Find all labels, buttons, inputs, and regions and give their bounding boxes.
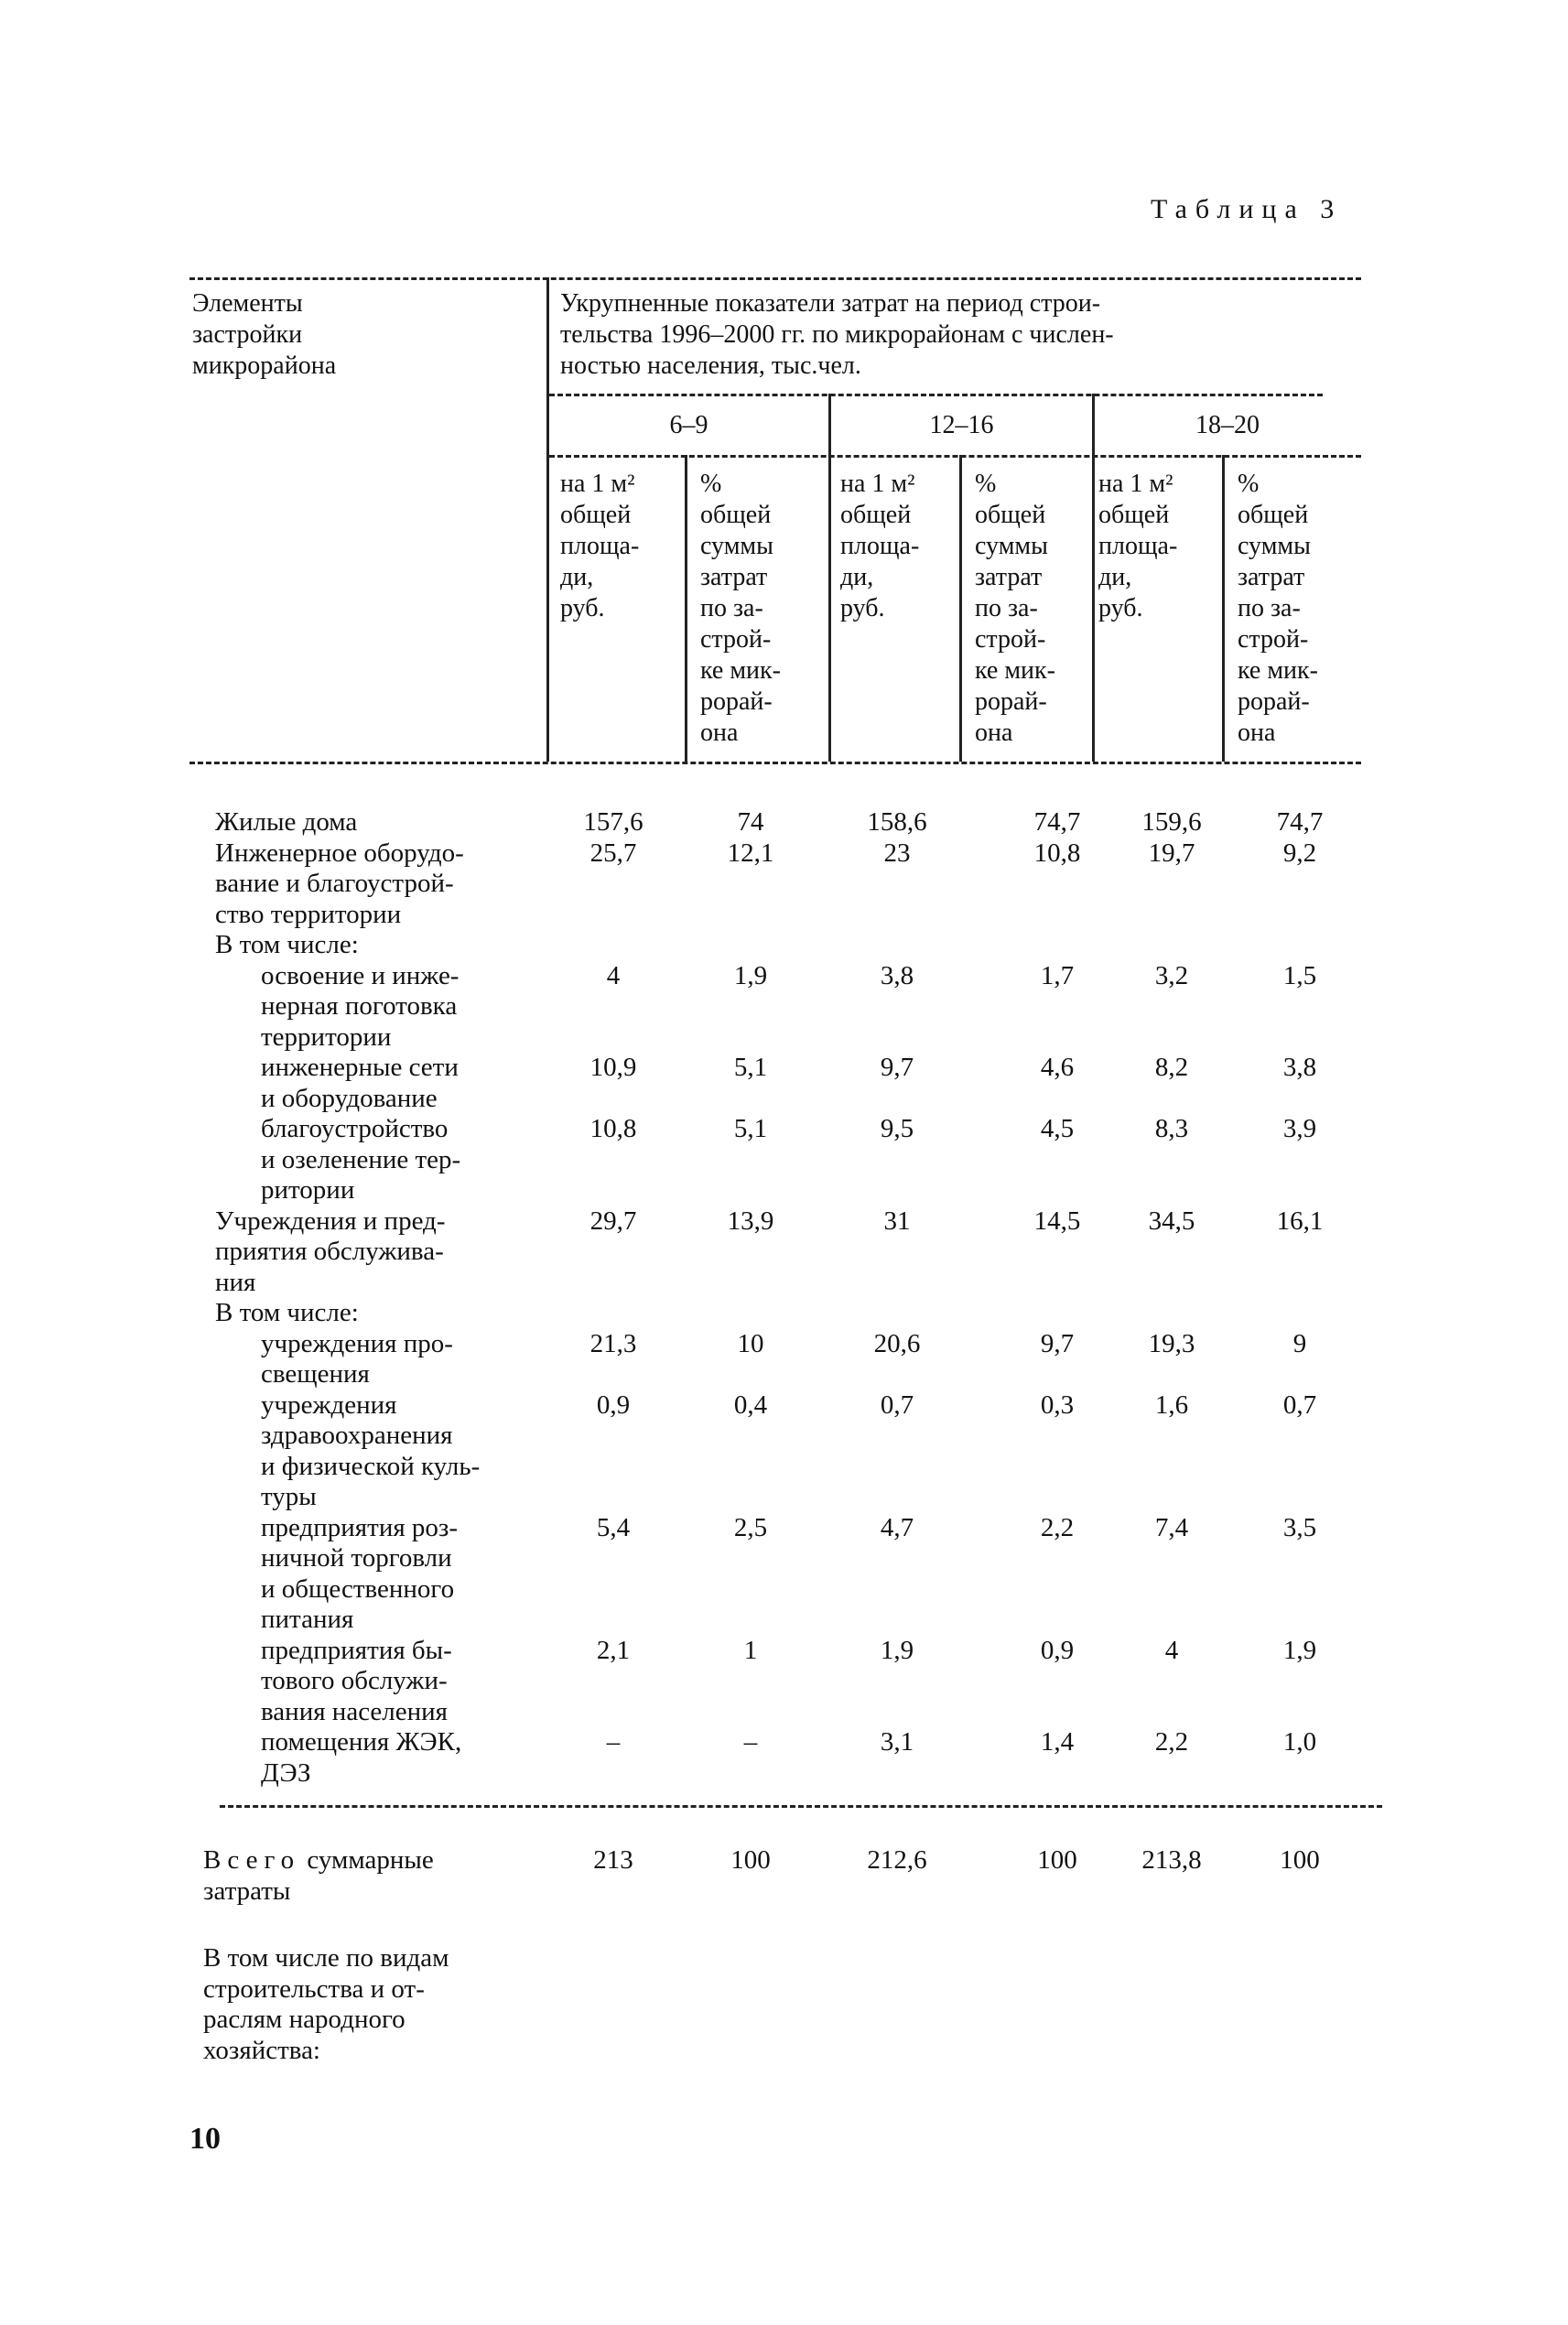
table-cell: 2,5 bbox=[733, 1512, 768, 1542]
table-cell: – bbox=[606, 1727, 621, 1757]
range-header-1: 6–9 bbox=[669, 411, 708, 439]
row-label: учреждения здравоохранения и физической куль- туры bbox=[261, 1390, 481, 1511]
table-cell: 4,6 bbox=[1040, 1053, 1075, 1082]
table-cell: 10 bbox=[737, 1328, 764, 1358]
range-header-2: 12–16 bbox=[929, 411, 994, 439]
table-cell: 13,9 bbox=[727, 1206, 774, 1236]
table-cell: 1,6 bbox=[1154, 1390, 1189, 1420]
table-cell: 1,7 bbox=[1040, 960, 1075, 990]
table-cell: 20,6 bbox=[873, 1328, 921, 1358]
sub-header-percent: % общей суммы затрат по за- строй- ке мик- рорай- она bbox=[700, 470, 781, 747]
table-cell: 2,2 bbox=[1040, 1512, 1075, 1542]
table-cell: 74,7 bbox=[1033, 807, 1081, 837]
table-cell: 2,1 bbox=[596, 1635, 631, 1665]
sub-header-percent: % общей суммы затрат по за- строй- ке мик- рорай- она bbox=[975, 470, 1055, 747]
table-cell: 29,7 bbox=[589, 1206, 637, 1236]
table-cell: 19,7 bbox=[1148, 838, 1195, 868]
table-cell: 0,7 bbox=[880, 1390, 914, 1420]
table-cell: 3,1 bbox=[880, 1727, 914, 1757]
total-label bbox=[203, 1845, 434, 1907]
table-cell: 5,4 bbox=[596, 1512, 631, 1542]
table-cell: 21,3 bbox=[589, 1328, 637, 1358]
table-cell: 3,9 bbox=[1282, 1114, 1317, 1143]
table-cell: 1,4 bbox=[1040, 1727, 1075, 1757]
table-cell: 1,9 bbox=[880, 1635, 914, 1665]
ranges-rule bbox=[549, 394, 1323, 396]
range-divider-1 bbox=[828, 394, 831, 762]
table-cell: 1,0 bbox=[1282, 1727, 1317, 1757]
elements-column-header: Элементы застройки микрорайона bbox=[192, 289, 337, 380]
total-cell: 213,8 bbox=[1141, 1845, 1202, 1875]
sub-header-per-m2: на 1 м² общей площа- ди, руб. bbox=[1098, 470, 1178, 622]
header-bottom-rule bbox=[189, 762, 1361, 764]
table-cell: 8,3 bbox=[1154, 1114, 1189, 1143]
total-cell: 213 bbox=[593, 1845, 633, 1875]
sub-header-per-m2: на 1 м² общей площа- ди, руб. bbox=[840, 470, 920, 622]
table-cell: 4,5 bbox=[1040, 1114, 1075, 1143]
row-label: В том числе: bbox=[215, 930, 359, 959]
table-cell: 10,9 bbox=[589, 1053, 637, 1082]
table-cell: 4,7 bbox=[880, 1512, 914, 1542]
total-cell: 100 bbox=[1280, 1845, 1320, 1875]
elements-col-divider bbox=[546, 277, 549, 762]
sub-header-per-m2: на 1 м² общей площа- ди, руб. bbox=[560, 470, 640, 622]
table-cell: 10,8 bbox=[589, 1114, 637, 1143]
range-header-3: 18–20 bbox=[1195, 411, 1260, 439]
table-cell: 9,7 bbox=[1040, 1328, 1075, 1358]
row-label: учреждения про- свещения bbox=[261, 1328, 453, 1389]
table-cell: 159,6 bbox=[1141, 807, 1202, 837]
sub-divider-1 bbox=[685, 455, 687, 762]
table-cell: 3,8 bbox=[1282, 1053, 1317, 1082]
table-cell: 0,9 bbox=[1040, 1635, 1075, 1665]
table-cell: 4 bbox=[1164, 1635, 1179, 1665]
row-label: инженерные сети и оборудование bbox=[261, 1053, 459, 1113]
table-caption: Таблица 3 bbox=[1151, 194, 1343, 224]
row-label: Жилые дома bbox=[215, 807, 358, 837]
table-cell: 74,7 bbox=[1276, 807, 1324, 837]
table-cell: 34,5 bbox=[1148, 1206, 1195, 1236]
table-cell: 14,5 bbox=[1033, 1206, 1081, 1236]
row-label: предприятия роз- ничной торговли и общественного питания bbox=[261, 1512, 459, 1634]
row-label: предприятия бы- тового обслужи- вания населения bbox=[261, 1635, 452, 1726]
row-label: благоустройство и озеленение тер- ритории bbox=[261, 1114, 461, 1205]
table-cell: 0,9 bbox=[596, 1390, 631, 1420]
row-label: освоение и инже- нерная поготовка территории bbox=[261, 960, 460, 1052]
range-divider-2 bbox=[1092, 394, 1095, 762]
table-cell: 16,1 bbox=[1276, 1206, 1324, 1236]
row-label: Инженерное оборудо- вание и благоустрой- ство территории bbox=[215, 838, 464, 929]
table-cell: 31 bbox=[883, 1206, 911, 1236]
sub-divider-2 bbox=[959, 455, 962, 762]
table-cell: 1 bbox=[743, 1635, 758, 1665]
total-cell: 100 bbox=[730, 1845, 771, 1875]
table-cell: 5,1 bbox=[733, 1114, 768, 1143]
table-cell: 1,9 bbox=[1282, 1635, 1317, 1665]
footer-note: В том числе по видам строительства и от- раслям народного хозяйства: bbox=[203, 1943, 449, 2065]
table-cell: 74 bbox=[737, 807, 764, 837]
total-cell: 212,6 bbox=[867, 1845, 927, 1875]
table-cell: 7,4 bbox=[1154, 1512, 1189, 1542]
table-cell: 3,2 bbox=[1154, 960, 1189, 990]
subheader-rule bbox=[549, 455, 1361, 458]
row-label: Учреждения и пред- приятия обслужива- ния bbox=[215, 1206, 446, 1297]
table-cell: 25,7 bbox=[589, 838, 637, 868]
table-cell: 157,6 bbox=[583, 807, 643, 837]
table-cell: – bbox=[743, 1727, 758, 1757]
table-cell: 0,7 bbox=[1282, 1390, 1317, 1420]
table-cell: 1,5 bbox=[1282, 960, 1317, 990]
table-cell: 5,1 bbox=[733, 1053, 768, 1082]
header-top-rule bbox=[189, 277, 1361, 280]
table-cell: 0,3 bbox=[1040, 1390, 1075, 1420]
group-header: Укрупненные показатели затрат на период строи- тельства 1996–2000 гг. по микрорайонам с числен- ностью населения, тыс.чел. bbox=[560, 289, 1114, 380]
table-cell: 8,2 bbox=[1154, 1053, 1189, 1082]
table-cell: 9,5 bbox=[880, 1114, 914, 1143]
row-label: В том числе: bbox=[215, 1298, 359, 1327]
table-cell: 3,5 bbox=[1282, 1512, 1317, 1542]
body-bottom-rule bbox=[220, 1805, 1382, 1808]
table-cell: 9,7 bbox=[880, 1053, 914, 1082]
table-cell: 9 bbox=[1292, 1328, 1307, 1358]
table-cell: 9,2 bbox=[1282, 838, 1317, 868]
page-number: 10 bbox=[189, 2122, 221, 2156]
table-cell: 1,9 bbox=[733, 960, 768, 990]
total-cell: 100 bbox=[1037, 1845, 1077, 1875]
table-cell: 158,6 bbox=[867, 807, 927, 837]
total-label-word: Всего bbox=[203, 1845, 301, 1875]
total-label-rest: суммарные затраты bbox=[203, 1845, 434, 1906]
table-cell: 23 bbox=[883, 838, 911, 868]
table-cell: 19,3 bbox=[1148, 1328, 1195, 1358]
table-cell: 4 bbox=[606, 960, 621, 990]
table-cell: 3,8 bbox=[880, 960, 914, 990]
sub-header-percent: % общей суммы затрат по за- строй- ке мик- рорай- она bbox=[1238, 470, 1318, 747]
table-cell: 10,8 bbox=[1033, 838, 1081, 868]
table-cell: 0,4 bbox=[733, 1390, 768, 1420]
table-cell: 12,1 bbox=[727, 838, 774, 868]
row-label: помещения ЖЭК, ДЭЗ bbox=[261, 1727, 462, 1788]
sub-divider-3 bbox=[1222, 455, 1225, 762]
table-cell: 2,2 bbox=[1154, 1727, 1189, 1757]
